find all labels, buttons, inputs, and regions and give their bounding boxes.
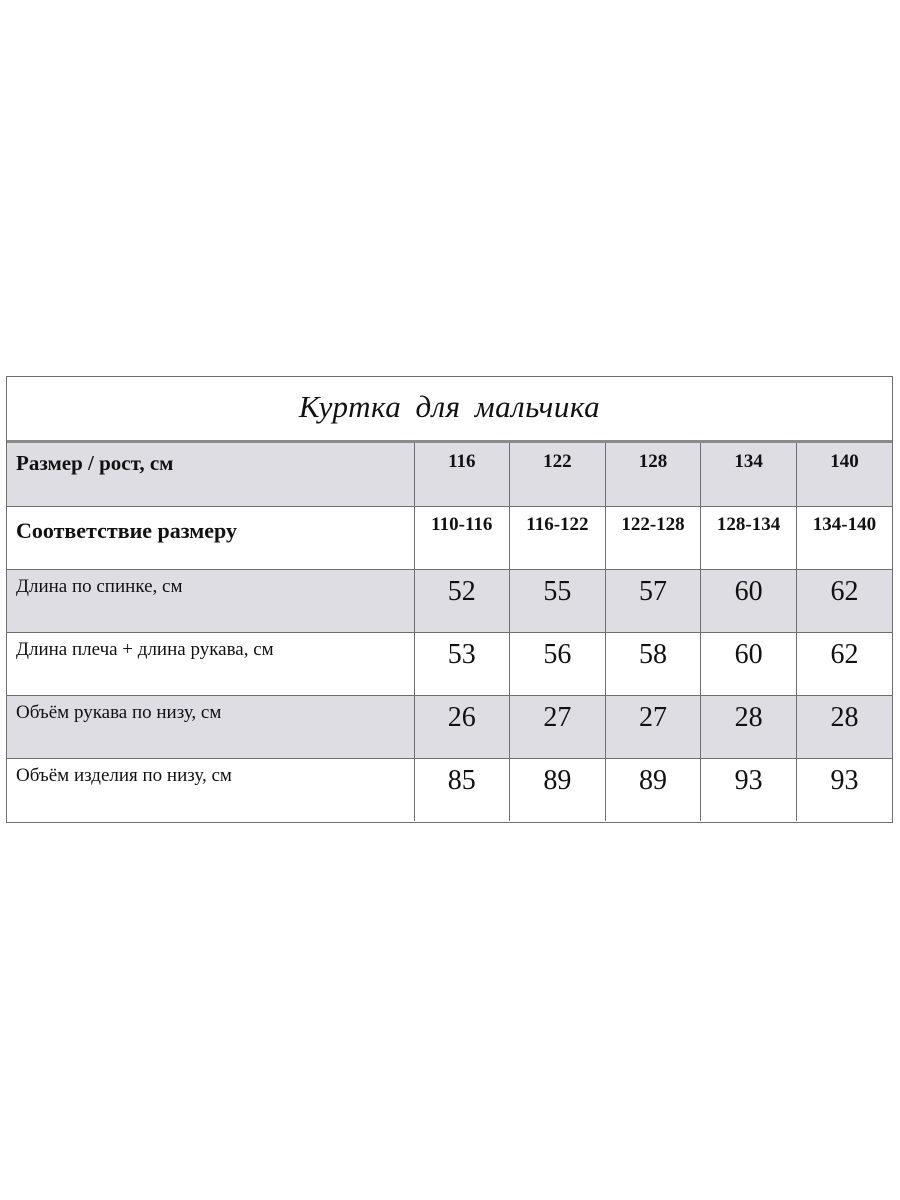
row-value-cell [796, 758, 892, 821]
header-size-value: 122 [543, 451, 572, 472]
header-label-cell [7, 443, 414, 506]
row-value: 122-128 [621, 513, 685, 535]
table-row [7, 695, 892, 758]
row-value-cell [605, 569, 701, 632]
row-label: Длина по спинке, см [16, 575, 183, 597]
row-value-cell [796, 569, 892, 632]
size-chart [6, 376, 893, 823]
row-label-cell [7, 569, 414, 632]
row-value: 134-140 [812, 513, 877, 535]
row-label: Объём рукава по низу, см [16, 701, 222, 723]
row-value: 27 [638, 701, 667, 733]
header-size-value: 134 [734, 451, 763, 472]
row-label: Соответствие размеру [16, 517, 237, 543]
row-value: 93 [830, 764, 859, 796]
row-value-cell [796, 506, 892, 569]
size-table [7, 443, 892, 821]
row-value-cell [414, 758, 510, 821]
row-value: 116-122 [526, 513, 589, 535]
header-size-value: 140 [830, 451, 859, 472]
table-row [7, 758, 892, 821]
table-row [7, 506, 892, 569]
row-value-cell [414, 695, 510, 758]
row-value: 28 [734, 701, 763, 733]
row-value-cell [701, 758, 797, 821]
row-value-cell [510, 569, 606, 632]
row-value: 89 [638, 764, 667, 796]
header-size-cell [701, 443, 797, 506]
row-value-cell [414, 632, 510, 695]
row-value-cell [796, 632, 892, 695]
row-value: 26 [447, 701, 476, 733]
row-label-cell [7, 758, 414, 821]
row-value: 62 [830, 638, 859, 670]
row-value-cell [510, 506, 606, 569]
table-row [7, 632, 892, 695]
header-size-value: 116 [448, 451, 476, 472]
row-label-cell [7, 632, 414, 695]
row-value: 93 [734, 764, 763, 796]
header-label: Размер / рост, см [16, 451, 174, 475]
row-value-cell [605, 506, 701, 569]
table-header-row [7, 443, 892, 506]
row-value-cell [701, 506, 797, 569]
row-value: 55 [543, 575, 572, 607]
row-value-cell [605, 632, 701, 695]
row-value-cell [605, 758, 701, 821]
row-value: 110-116 [431, 513, 493, 535]
row-value: 52 [447, 575, 476, 607]
row-value-cell [414, 506, 510, 569]
row-value: 58 [638, 638, 667, 670]
table-row [7, 569, 892, 632]
row-value-cell [701, 569, 797, 632]
row-value-cell [701, 695, 797, 758]
row-value: 53 [447, 638, 476, 670]
row-value-cell [510, 632, 606, 695]
row-value: 62 [830, 575, 859, 607]
size-chart-title: Куртка для мальчика [298, 388, 601, 424]
row-value-cell [510, 758, 606, 821]
row-value: 57 [638, 575, 667, 607]
header-size-cell [510, 443, 606, 506]
row-value: 28 [830, 701, 859, 733]
header-size-cell [414, 443, 510, 506]
row-value-cell [701, 632, 797, 695]
row-value: 60 [734, 638, 763, 670]
row-value-cell [605, 695, 701, 758]
row-value-cell [510, 695, 606, 758]
row-value: 89 [543, 764, 572, 796]
row-label: Длина плеча + длина рукава, см [16, 638, 274, 660]
row-label-cell [7, 506, 414, 569]
row-value: 85 [447, 764, 476, 796]
row-value-cell [414, 569, 510, 632]
header-size-value: 128 [638, 451, 668, 472]
row-value: 27 [543, 701, 572, 733]
row-value: 60 [734, 575, 763, 607]
row-value: 128-134 [716, 513, 781, 535]
row-label-cell [7, 695, 414, 758]
size-chart-title-row [7, 377, 892, 443]
row-value-cell [796, 695, 892, 758]
header-size-cell [796, 443, 892, 506]
row-label: Объём изделия по низу, см [16, 764, 232, 786]
row-value: 56 [543, 638, 572, 670]
header-size-cell [605, 443, 701, 506]
